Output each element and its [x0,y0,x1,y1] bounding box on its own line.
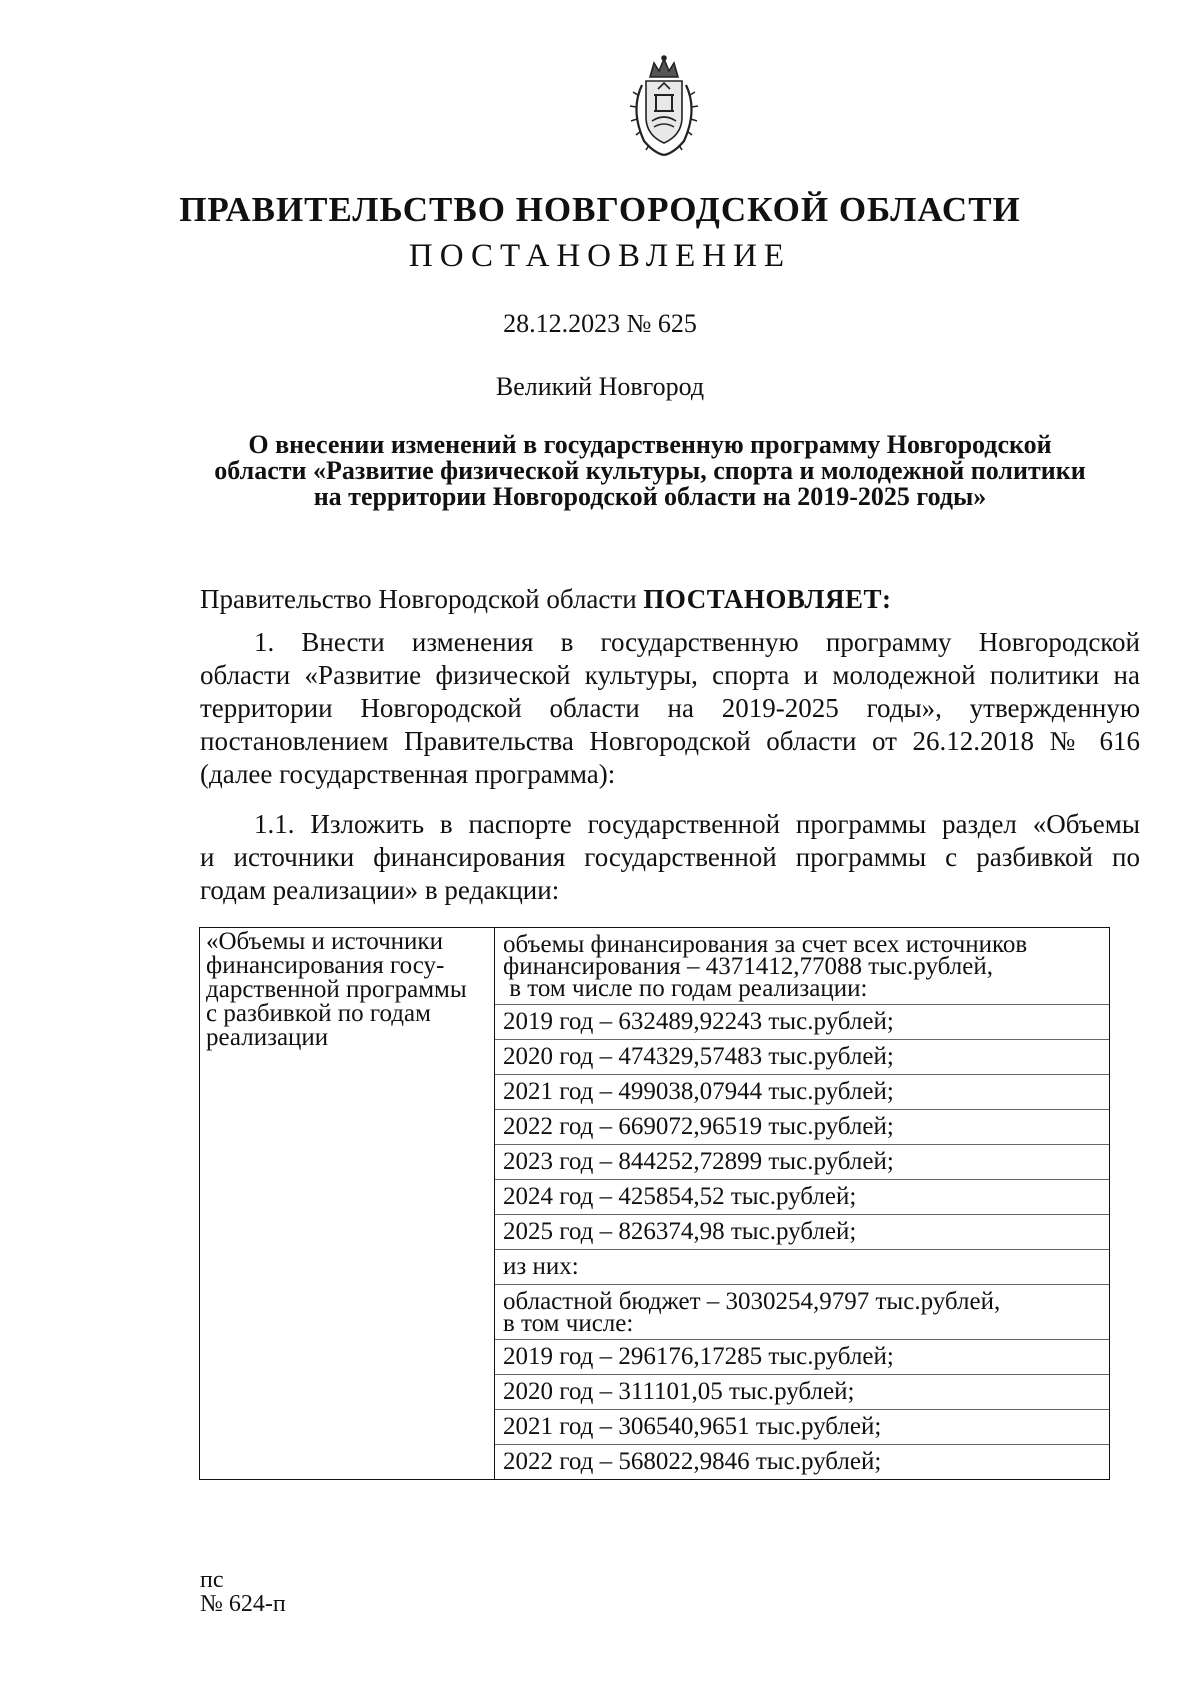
paragraph-line: области «Развитие физической культуры, спорта и молодежной политики на [200,660,1140,690]
regional-year-row: 2020 год – 311101,05 тыс.рублей; [495,1375,1109,1410]
decree-verb: ПОСТАНОВЛЯЕТ: [643,584,892,614]
subject-line: области «Развитие физической культуры, спорта и молодежной политики [214,456,1086,485]
total-year-row: 2022 год – 669072,96519 тыс.рублей; [495,1110,1109,1145]
of-which-row: из них: [495,1250,1109,1285]
financing-table [199,927,1110,1480]
paragraph-line: постановлением Правительства Новгородской области от 26.12.2018 № 616 [200,726,1140,756]
paragraph-line: 1. Внести изменения в государственную программу Новгородской [254,627,1140,657]
code-line: № 624-п [200,1591,286,1617]
regional-year-row: 2019 год – 296176,17285 тыс.рублей; [495,1340,1109,1375]
paragraph-line: годам реализации» в редакции: [200,875,560,905]
document-code [200,1568,286,1616]
total-line: финансирования – 4371412,77088 тыс.рублей, [503,953,993,980]
regional-year-row: 2022 год – 568022,9846 тыс.рублей; [503,1448,882,1475]
total-year-row: 2019 год – 632489,92243 тыс.рублей; [495,1005,1109,1040]
paragraph-line: территории Новгородской области на 2019-2025 годы», утвержденную [200,693,1140,723]
label-line: реализации [206,1024,329,1051]
paragraph-line: (далее государственная программа): [200,759,616,789]
document-subject [150,432,1150,510]
total-year-row: 2020 год – 474329,57483 тыс.рублей; [495,1040,1109,1075]
coat-of-arms-icon [624,55,704,159]
regional-year-row: 2021 год – 306540,9651 тыс.рублей; [495,1410,1109,1445]
paragraph-line: 1.1. Изложить в паспорте государственной программы раздел «Объемы [254,809,1140,839]
label-line: финансирования госу- [206,952,445,979]
regional-budget-block [495,1285,1109,1340]
financing-label-cell [200,928,495,1480]
total-year-row: 2021 год – 499038,07944 тыс.рублей; [495,1075,1109,1110]
total-year-row: 2023 год – 844252,72899 тыс.рублей; [495,1145,1109,1180]
label-line: с разбивкой по годам [206,1000,431,1027]
total-year-row: 2024 год – 425854,52 тыс.рублей; [495,1180,1109,1215]
decree-statement [200,581,1100,617]
document-type: ПОСТАНОВЛЕНИЕ [408,238,792,274]
organization-title: ПРАВИТЕЛЬСТВО НОВГОРОДСКОЙ ОБЛАСТИ [179,190,1021,229]
decree-intro: Правительство Новгородской области [200,584,637,614]
code-line: пс [200,1567,224,1593]
paragraph-1-1 [200,808,1140,907]
subject-line: О внесении изменений в государственную программу Новгородской [248,430,1052,459]
total-line: в том числе по годам реализации: [503,975,868,1002]
financing-values-cell [495,928,1110,1480]
total-year-row: 2025 год – 826374,98 тыс.рублей; [495,1215,1109,1250]
regional-line: областной бюджет – 3030254,9797 тыс.рублей, [503,1288,1001,1315]
total-financing-block [495,928,1109,1005]
document-date-number: 28.12.2023 № 625 [503,309,697,338]
paragraph-line: и источники финансирования государственной программы с разбивкой по [200,842,1140,872]
table-row [200,928,1110,1480]
regional-line: в том числе: [503,1310,634,1337]
subject-line: на территории Новгородской области на 2019-2025 годы» [313,482,987,511]
paragraph-1 [200,626,1140,791]
label-line: дарственной программы [206,976,467,1003]
label-line: «Объемы и источники [206,928,443,955]
total-line: объемы финансирования за счет всех источников [503,931,1028,958]
document-city: Великий Новгород [495,372,705,401]
